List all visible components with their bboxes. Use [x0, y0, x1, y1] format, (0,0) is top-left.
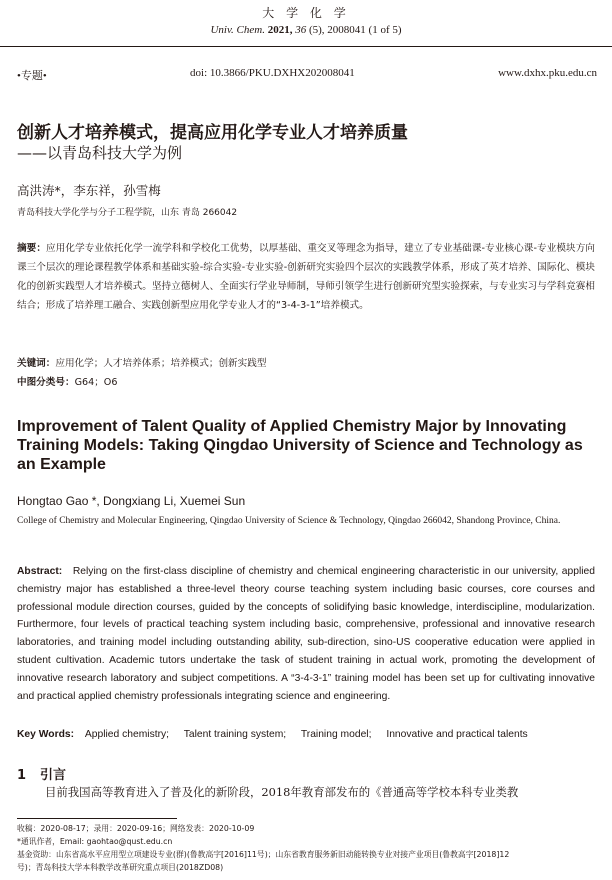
- title-chinese: 创新人才培养模式，提高应用化学专业人才培养质量: [17, 123, 408, 143]
- abstract-text-chinese: 应用化学专业依托化学一流学科和学校化工优势，以厚基础、重交叉等理念为指导，建立了专业基础课-专业核心课-专业模块方向课三个层次的理论课程教学体系和基础实验-综合实验-专业实验-创新研究实验四个层次的实践教学体系，形成了英才培养、国际化、模块化的创新实践型人才培养模式。坚持立德树人、全面实行学业导师制，导师引领学生进行创新研究型实验探索，与专业实习与学科竞赛相结合；形成了培养理工融合、实践创新型应用化学专业人才的“3-4-3-1”培养模式。: [17, 243, 595, 311]
- keyword-item: Training model;: [300, 729, 372, 740]
- journal-name: 大 学 化 学: [262, 6, 350, 20]
- subtitle-chinese: ——以青岛科技大学为例: [17, 144, 183, 162]
- title-english: Improvement of Talent Quality of Applied Chemistry Major by Innovating Training Models: Taking Qingdao University of Science and Technology as an Example: [17, 418, 583, 473]
- journal-year: 2021,: [267, 24, 293, 36]
- keyword-item: Innovative and practical talents: [386, 729, 528, 740]
- column-label: •专题•: [17, 70, 47, 82]
- keyword-item: Applied chemistry;: [84, 729, 170, 740]
- clc-label: 中图分类号：: [17, 377, 75, 388]
- body-text-first-line: 目前我国高等教育进入了普及化的新阶段，2018年教育部发布的《普通高等学校本科专业类教: [45, 785, 519, 799]
- affiliation-chinese: 青岛科技大学化学与分子工程学院，山东 青岛 266042: [17, 208, 238, 218]
- authors-english: Hongtao Gao *, Dongxiang Li, Xuemei Sun: [17, 494, 246, 508]
- section-number: 1: [17, 768, 27, 783]
- abstract-text-english: Relying on the first-class discipline of chemistry and chemical engineering characteristic in our university, applied chemistry major has established a three-level theory course teaching system including basic courses, core courses and professional module direction courses, guided by the concepts of solidifying basic knowledge, interdiscipline, modularization. Furthermore, four levels of practical teaching system including basic, comprehensive, professional and innovative research laboratories, and training model including outstanding ability, sub-direction, sino-US cooperative education were applied in student cultivation. Academic tutors undertake the task of student training in actual work, promoting the development of innovative research laboratory and subject competitions. A “3-4-3-1” training model has been set up for cultivating innovative and practical applied chemistry professionals integrating science and engineering.: [17, 566, 595, 702]
- footnote-corresponding-author: *通讯作者，Email: gaohtao@qust.edu.cn: [17, 837, 173, 846]
- abstract-chinese: [17, 239, 595, 315]
- keywords-label-chinese: 关键词：: [17, 358, 56, 369]
- abstract-label-chinese: 摘要：: [17, 243, 47, 254]
- abstract-english: [17, 563, 595, 705]
- abstract-label-english: Abstract:: [17, 566, 63, 577]
- keywords-text-chinese: 应用化学；人才培养体系；培养模式；创新实践型: [55, 358, 267, 369]
- footnote-dates: 收稿：2020-08-17；录用：2020-09-16；网络发表：2020-10-09: [17, 824, 255, 833]
- section-heading: [17, 764, 66, 783]
- journal-abbrev: Univ. Chem.: [210, 24, 265, 36]
- journal-volume: 36: [295, 24, 307, 36]
- keywords-chinese: [17, 355, 266, 369]
- meta-row: [17, 67, 597, 83]
- affiliation-english: College of Chemistry and Molecular Engineering, Qingdao University of Science & Technology, Qingdao 266042, Shandong Province, China.: [17, 516, 561, 526]
- doi[interactable]: doi: 10.3866/PKU.DXHX202008041: [190, 67, 355, 79]
- journal-issue-page: (5), 2008041 (1 of 5): [308, 24, 402, 36]
- clc-text: G64；O6: [74, 377, 118, 388]
- authors-chinese: 高洪涛*，李东祥，孙雪梅: [17, 183, 161, 198]
- keyword-item: Talent training system;: [183, 729, 287, 740]
- keywords-english: [17, 729, 540, 740]
- clc-number: [17, 374, 117, 388]
- footnote-funding-continued: 号)；青岛科技大学本科教学改革研究重点项目(2018ZD08): [17, 863, 224, 872]
- section-title: 引言: [40, 768, 67, 783]
- footnote-funding: 基金资助：山东省高水平应用型立项建设专业(群)(鲁教高字[2016]11号)；山东省教育服务新旧动能转换专业对接产业项目(鲁教高字[2018]12: [17, 850, 510, 859]
- website-link[interactable]: www.dxhx.pku.edu.cn: [498, 67, 597, 79]
- keywords-label-english: Key Words:: [17, 729, 75, 740]
- header-rule: [0, 46, 612, 47]
- footnote-rule: [17, 818, 177, 819]
- journal-reference: [0, 24, 612, 36]
